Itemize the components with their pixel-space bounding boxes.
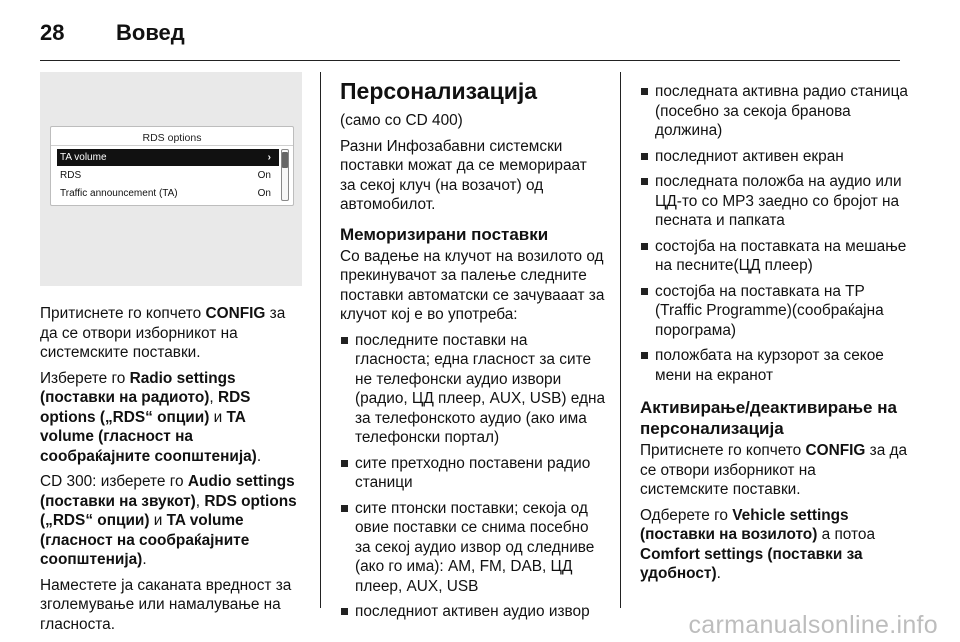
column-right [640, 82, 908, 590]
menu-item-traffic-announcement [57, 185, 279, 202]
section-title: Вовед [116, 20, 185, 45]
column-left [40, 72, 302, 640]
bold-text: TA volume (гласност на сообраќајните соопштенија) [40, 408, 257, 465]
bold-text: Radio settings (поставки на радиото) [40, 369, 236, 406]
list-item: положбата на курзорот за секое мени на екранот [640, 346, 908, 385]
list-item: последната положба на аудио или ЦД-то со MP3 заедно со бројот на песната и папката [640, 172, 908, 231]
memorized-settings-list-continued [640, 82, 908, 385]
text: за да се отвори изборникот на системските поставки. [40, 305, 286, 361]
paragraph-adjust: Наместете ја саканата вредност за зголемување или намалување на гласноста. [40, 576, 292, 633]
menu-item-value: On [257, 170, 271, 181]
paragraph-intro: Разни Инфозабавни системски поставки можат да се меморираат за секој клуч (на возачот) од автомобилот. [340, 137, 587, 213]
paragraph-config [40, 304, 302, 363]
list-item: сите птонски поставки; секоја од овие поставки се снима посебно за секој аудио извор од следниве (ако го има): AM, FM, DAB, ЦД плеер, AUX, USB [340, 499, 606, 597]
note-cd400: (само со CD 400) [340, 112, 463, 129]
column-middle [340, 78, 606, 628]
bold-text: RDS options („RDS“ опции) [40, 492, 297, 529]
text: . [142, 551, 147, 568]
text: а потоа [817, 526, 876, 543]
bold-text: Audio settings (поставки на звукот) [40, 473, 295, 510]
paragraph-select-radio [40, 369, 302, 467]
paragraph-memorized-intro: Со вадење на клучот на возилото од прекинувачот за палење следните поставки автоматски се зачувааат за клучот кој е во употреба: [340, 247, 605, 323]
list-item: последната активна радио станица (посебно за секоја бранова должина) [640, 82, 908, 141]
heading-personalization: Персонализација [340, 78, 538, 104]
screen-title: RDS options [51, 129, 293, 146]
menu-item-label: TA volume [60, 152, 107, 163]
text: , [195, 492, 205, 510]
column-divider [320, 72, 321, 608]
bold-text: RDS options („RDS“ опции) [40, 389, 251, 426]
bold-text: Vehicle settings (поставки на возилото) [640, 506, 849, 543]
list-item: сите претходно поставени радио станици [340, 454, 606, 493]
text: , [209, 389, 218, 406]
scrollbar-thumb [282, 152, 288, 168]
list-item: состојба на поставката на мешање на песните(ЦД плеер) [640, 237, 908, 276]
screen-scrollbar [281, 149, 289, 201]
column-divider [620, 72, 621, 608]
menu-item-label: Traffic announcement (TA) [60, 188, 178, 199]
paragraph-vehicle-settings [640, 506, 908, 584]
text: и [209, 408, 227, 426]
paragraph-config-2 [640, 441, 908, 500]
display-illustration [40, 72, 302, 286]
text: Притиснете го копчето [40, 305, 206, 322]
heading-memorized-settings: Меморизирани поставки [340, 224, 549, 244]
text: Изберете го [40, 369, 130, 387]
memorized-settings-list [340, 331, 606, 622]
list-item: последниот активен аудио извор [340, 602, 606, 622]
text: Притиснете го копчето [640, 442, 806, 459]
rds-options-screen [50, 126, 292, 282]
bold-text: CONFIG [805, 442, 866, 459]
list-item: состојба на поставката на TP (Traffic Programme)(сообраќајна порограма) [640, 282, 908, 341]
page-number: 28 [40, 20, 65, 45]
list-item: последниот активен екран [640, 147, 908, 167]
menu-item-ta-volume [57, 149, 279, 166]
text: за да се отвори изборникот на системските поставки. [640, 442, 908, 498]
list-item: последните поставки на гласноста; една гласност за сите не телефонски аудио извори (радио, ЦД плеер, AUX, USB) една за телефонското аудио (ако има телефонски портал) [340, 331, 606, 448]
menu-item-label: RDS [60, 170, 82, 181]
text: CD 300: изберете го [40, 473, 188, 490]
paragraph-cd300 [40, 472, 302, 570]
bold-text: TA volume (гласност на сообраќајните соопштенија) [40, 512, 250, 568]
bold-text: CONFIG [205, 305, 266, 322]
heading-activate-personalization: Активирање/деактивирање на персонализација [640, 398, 897, 438]
chevron-right-icon: › [267, 152, 271, 163]
watermark-brand: carmanualsonline.info [688, 611, 938, 639]
menu-item-rds [57, 167, 279, 184]
screen-frame [50, 126, 294, 206]
text: . [256, 447, 262, 465]
text: Одберете го [640, 506, 733, 524]
text: и [149, 512, 167, 529]
menu-item-value: On [257, 188, 271, 199]
header-divider [40, 60, 900, 61]
text: . [716, 565, 721, 582]
bold-text: Comfort settings (поставки за удобност) [640, 545, 863, 582]
